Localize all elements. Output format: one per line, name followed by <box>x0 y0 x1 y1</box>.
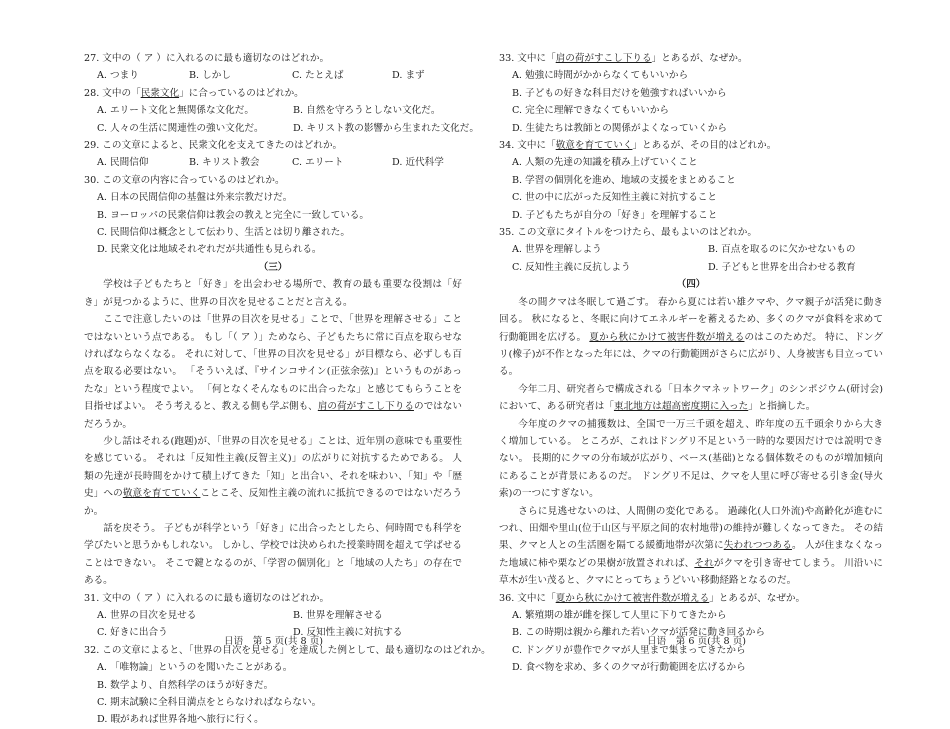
question-34 <box>499 137 883 154</box>
question-27-options <box>84 67 462 84</box>
paragraph <box>499 294 883 381</box>
option-c: C. 好きに出合う <box>97 627 168 639</box>
option-a: A. 勉強に時間がかからなくてもいいから <box>512 70 689 82</box>
option-b: B. この時期は親から離れた若いクマが活発に動き回るから <box>512 627 765 639</box>
option-d: D. 子どもたちが自分の「好き」を理解すること <box>512 209 718 221</box>
option-b: B. 百点を取るのに欠かせないもの <box>708 244 856 256</box>
option-d: D. 子どもと世界を出合わせる教育 <box>708 261 856 273</box>
option-d: D. 反知性主義に対抗する <box>293 627 403 639</box>
option-c: C. 期末試験に全科目満点をとらなければならない。 <box>97 697 322 709</box>
underlined-phrase: 失われつつある <box>723 540 792 552</box>
paragraph-text: さらに見逃せないのは、人間側の変化である。 過疎化(人口外流)や高齢化が進むにつれ、田畑や里山(位于山区与平原之间的农村地带)の維持が難しくなってきた。 その結果、クマと人との生活圏を隔てる緩衝地帯が次第に <box>499 505 883 552</box>
paragraph-text: ことこそ、反知性主義の流れに抵抗できるのではないだろうか。 <box>84 488 463 517</box>
option-c: C. 民間信仰は概念として伝わり、生活とは切り離された。 <box>97 227 350 239</box>
paragraph-text: 冬の間クマは冬眠して過ごす。 春から夏には若い雄クマや、クマ親子が活発に動き回る。 秋になると、冬眠に向けてエネルギーを蓄えるため、多くのクマが食料を求めて行動範囲を広げる。 <box>499 296 883 343</box>
page-footer: 日语 第 5 页(共 8 页) <box>224 636 324 647</box>
option-b: B. 子どもの好きな科目だけを勉強すればいいから <box>512 87 727 99</box>
paragraph-text: がクマを引き寄せてしまう。 川沿いに草木が生い茂ると、クマにとってちょうどいい移動経路となるのだ。 <box>499 557 884 587</box>
paragraph <box>499 381 883 416</box>
paragraph: 話を戻そう。 子どもが科学という「好き」に出合ったとしたら、何時間でも科学を学びたいと思うかもしれない。 しかし、学校では決められた授業時間を超えて学ばせることはできない。 そこで鍵となるのが、「学習の個別化」と「地域の人たち」の存在である。 <box>84 522 462 587</box>
option-b: B. 自然を守ろうとしない文化だ。 <box>293 105 441 117</box>
option-c: C. エリート <box>292 157 344 169</box>
option-a: A. 世界を理解しよう <box>512 244 602 256</box>
option-a: A. エリート文化と無関係な文化だ。 <box>97 105 254 117</box>
reading-passage <box>84 276 462 589</box>
left-page <box>84 50 491 729</box>
option-d: D. キリスト教の影響から生まれた文化だ。 <box>293 122 479 134</box>
option-c: C. 世の中に広がった反知性主義に対抗すること <box>512 192 717 204</box>
option-a: A. 「唯物論」というのを聞いたことがある。 <box>97 662 293 674</box>
right-page <box>499 50 883 677</box>
question-29-options <box>84 154 462 171</box>
question-28 <box>84 85 462 102</box>
question-text: 36. 文中に「 <box>499 592 556 604</box>
option-d: D. 暇があれば世界各地へ旅行に行く。 <box>97 714 264 726</box>
option-b: B. 数学より、自然科学のほうが好きだ。 <box>97 679 274 691</box>
question-28-options <box>84 102 479 137</box>
paragraph-text: のはこのためだ。 特に、ドングリ(橡子)が不作となった年には、クマの行動範囲がさらに広がり、人身被害も目立っている。 <box>499 331 883 378</box>
paragraph: 学校は子どもたちと「好き」を出会わせる場所で、教育の最も重要な役割は「好き」が見つかるように、世界の目次を見せることだと言える。 <box>84 279 462 308</box>
option-b: B. 学習の個別化を進め、地域の支援をまとめること <box>512 174 736 186</box>
option-d: D. 生徒たちは教師との関係がよくなっていくから <box>512 122 727 134</box>
option-d: D. 食べ物を求め、多くのクマが行動範囲を広げるから <box>512 662 746 674</box>
question-text: 」とあるが、その目的はどれか。 <box>632 140 777 152</box>
question-35-options <box>499 241 883 276</box>
paragraph <box>499 503 883 590</box>
question-text: 34. 文中に「 <box>499 140 556 152</box>
question-35: 35. この文章にタイトルをつけたら、最もよいのはどれか。 <box>499 227 757 239</box>
option-c: C. 人々の生活に関連性の強い文化だ。 <box>97 122 264 134</box>
question-33 <box>499 50 883 67</box>
question-36 <box>499 590 883 607</box>
underlined-phrase: 夏から秋にかけて被害件数が増える <box>555 592 710 604</box>
section-heading: （三） <box>258 261 288 273</box>
underlined-phrase: 敬意を育てていく <box>555 140 633 152</box>
paragraph-text: のではないだろうか。 <box>84 401 463 430</box>
question-text: 」とあるが、なぜか。 <box>651 53 748 64</box>
section-heading: （四） <box>676 279 706 291</box>
option-a: A. つまり <box>97 70 139 82</box>
question-32: 32. この文章によると、「世界の目次を見せる」を達成した例として、最も適切なのはどれか。 <box>84 644 491 656</box>
option-c: C. 完全に理解できなくてもいいから <box>512 105 670 117</box>
paragraph-text: 今年二月、研究者らで構成される「日本クマネットワーク」のシンポジウム(研讨会)において、ある研究者は「 <box>499 383 883 413</box>
question-27: 27. 文中の（ ア ）に入れるのに最も適切なのはどれか。 <box>84 53 330 64</box>
option-a: A. 人類の先達の知識を積み上げていくこと <box>512 157 698 169</box>
question-text: 28. 文中の「 <box>84 87 141 99</box>
underlined-phrase: 肩の荷がすこし下りる <box>317 401 414 413</box>
underlined-phrase: それ <box>694 557 714 569</box>
question-text: 33. 文中に「 <box>499 53 556 64</box>
option-a: A. 繁殖期の雄が雌を探して人里に下りてきたから <box>512 610 727 621</box>
option-a: A. 世界の目次を見せる <box>97 610 197 621</box>
option-c: C. 反知性主義に反抗しよう <box>512 261 631 273</box>
option-c: C. ドングリが豊作でクマが人里まで集まってきたから <box>512 644 746 656</box>
underlined-phrase: 民衆文化 <box>140 87 180 99</box>
option-b: B. 世界を理解させる <box>293 610 383 621</box>
paragraph <box>84 311 462 433</box>
question-31: 31. 文中の（ ア ）に入れるのに最も適切なのはどれか。 <box>84 592 330 604</box>
paragraph-text: 」と指摘した。 <box>748 401 816 413</box>
option-c: C. たとえば <box>292 70 344 82</box>
option-d: D. まず <box>392 70 425 82</box>
option-d: D. 民衆文化は地域それぞれだが共通性も見られる。 <box>97 244 322 256</box>
option-b: B. キリスト教会 <box>189 157 260 169</box>
question-text: 」に合っているのはどれか。 <box>179 87 304 99</box>
underlined-phrase: 夏から秋にかけて被害件数が増える <box>589 331 745 343</box>
question-29: 29. この文章によると、民衆文化を支えてきたのはどれか。 <box>84 140 343 152</box>
question-30: 30. この文章の内容に合っているのはどれか。 <box>84 174 285 186</box>
paragraph-text: 。 人が住まなくなった地域に柿や栗などの果樹が放置されれば、 <box>499 540 883 569</box>
question-text: 」とあるが、なぜか。 <box>709 592 806 604</box>
underlined-phrase: 敬意を育てていく <box>122 488 201 500</box>
paragraph <box>84 433 462 520</box>
paragraph-text: 少し話はそれる(跑题)が、「世界の目次を見せる」ことは、近年別の意味でも重要性を感じている。 それは「反知性主義(反智主义)」の広がりに対抗するためである。 人類の先達が長時間をかけて積上げてきた「知」と出合い、それを味わい、「知」や「歴史」への <box>84 435 462 500</box>
option-a: A. 日本の民間信仰の基盤は外来宗教だけだ。 <box>97 192 293 204</box>
option-d: D. 近代科学 <box>392 157 444 169</box>
paragraph-text: ここで注意したいのは「世界の目次を見せる」ことで、「世界を理解させる」ことではないという点である。 もし「（ ア ）」ためなら、子どもたちに常に百点を取らせなければならなくなる。 それに対して、「世界の目次を見せる」が目標なら、必ずしも百点を取る必要はない。 「そういえば、『サインコサイン(正弦余弦)』というものがあったな」という程度でよい。 「何となくそんなものに出合ったな」と感じてもらうことを目指せばよい。 そう考えると、教える側も学ぶ側も、 <box>84 314 462 413</box>
reading-passage <box>499 294 883 590</box>
paragraph: 今年度のクマの捕獲数は、全国で一万三千頭を超え、昨年度の五千頭余りから大きく増加している。 ところが、これはドングリ不足という一時的な要因だけでは説明できない。 長期的にクマの分布域が広がり、ベース(基础)となる個体数そのものが増加傾向にあることが背景にあるのだ。 ドングリ不足は、クマを人里に呼び寄せる引き金(导火索)の一つにすぎない。 <box>499 418 883 500</box>
underlined-phrase: 東北地方は超高密度期に入った <box>613 401 749 413</box>
option-b: B. ヨーロッパの民衆信仰は教会の教えと完全に一致している。 <box>97 209 369 221</box>
underlined-phrase: 肩の荷がすこし下りる <box>555 53 652 64</box>
option-b: B. しかし <box>189 70 231 82</box>
page-footer: 日语 第 6 页(共 8 页) <box>647 636 747 647</box>
option-a: A. 民間信仰 <box>97 157 149 169</box>
